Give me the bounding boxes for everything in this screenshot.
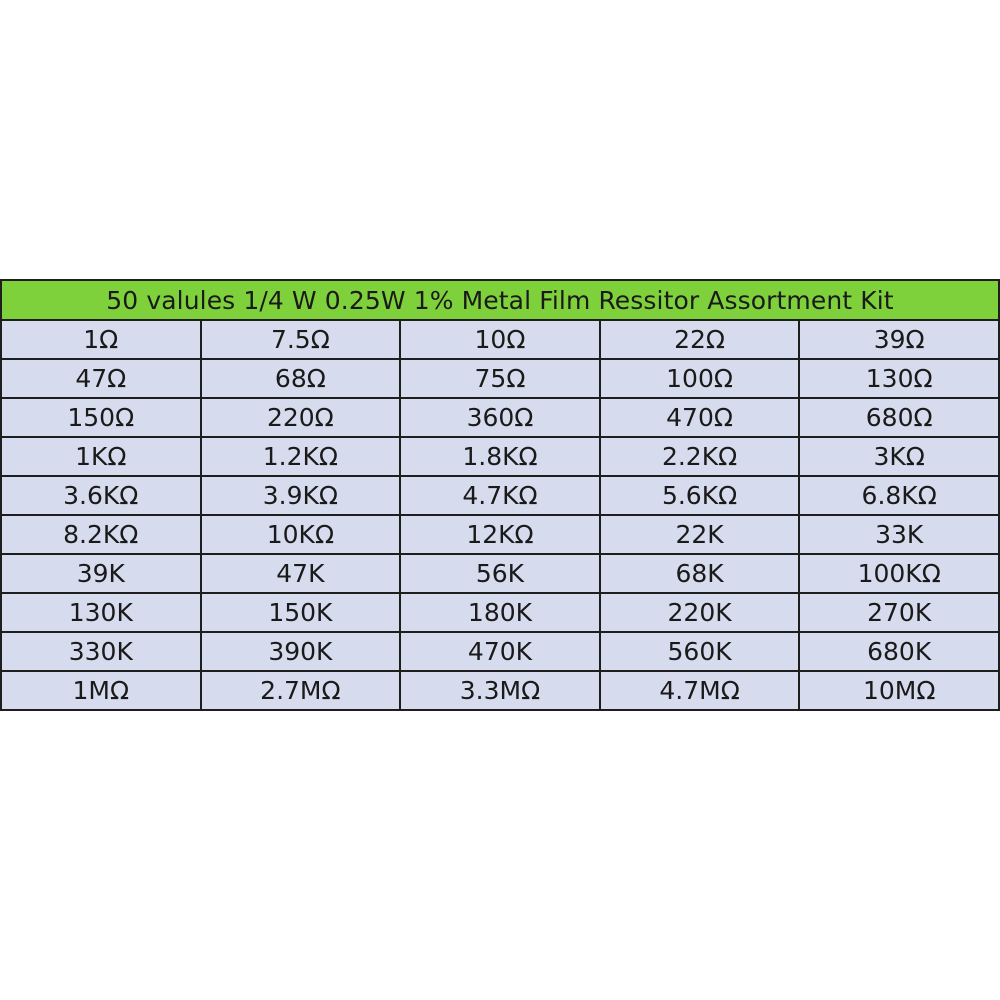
- table-cell: 1MΩ: [1, 671, 201, 710]
- table-cell: 10MΩ: [799, 671, 999, 710]
- table-header-row: [1, 280, 999, 320]
- table-cell: 100Ω: [600, 359, 800, 398]
- table-cell: 8.2KΩ: [1, 515, 201, 554]
- table-cell: 12KΩ: [400, 515, 600, 554]
- table-cell: 3.9KΩ: [201, 476, 401, 515]
- table-cell: 10KΩ: [201, 515, 401, 554]
- table-cell: 270K: [799, 593, 999, 632]
- table-cell: 33K: [799, 515, 999, 554]
- table-cell: 3.6KΩ: [1, 476, 201, 515]
- table-cell: 470Ω: [600, 398, 800, 437]
- table-row: [1, 437, 999, 476]
- resistor-value-table: [0, 279, 1000, 711]
- table-row: [1, 593, 999, 632]
- table-cell: 680K: [799, 632, 999, 671]
- table-cell: 4.7MΩ: [600, 671, 800, 710]
- table-cell: 10Ω: [400, 320, 600, 359]
- table-cell: 360Ω: [400, 398, 600, 437]
- table-body: [1, 320, 999, 710]
- table-cell: 4.7KΩ: [400, 476, 600, 515]
- table-cell: 220Ω: [201, 398, 401, 437]
- table-cell: 1KΩ: [1, 437, 201, 476]
- table-cell: 150Ω: [1, 398, 201, 437]
- table-row: [1, 515, 999, 554]
- table-cell: 2.2KΩ: [600, 437, 800, 476]
- table-cell: 1.2KΩ: [201, 437, 401, 476]
- table-cell: 68K: [600, 554, 800, 593]
- table-cell: 68Ω: [201, 359, 401, 398]
- table-cell: 130Ω: [799, 359, 999, 398]
- table-cell: 3.3MΩ: [400, 671, 600, 710]
- table-row: [1, 398, 999, 437]
- table-cell: 100KΩ: [799, 554, 999, 593]
- table-cell: 330K: [1, 632, 201, 671]
- table-title: 50 valules 1/4 W 0.25W 1% Metal Film Ressitor Assortment Kit: [1, 280, 999, 320]
- table-row: [1, 320, 999, 359]
- table-cell: 47K: [201, 554, 401, 593]
- table-cell: 1.8KΩ: [400, 437, 600, 476]
- table-cell: 6.8KΩ: [799, 476, 999, 515]
- table-cell: 2.7MΩ: [201, 671, 401, 710]
- table-cell: 180K: [400, 593, 600, 632]
- table-cell: 47Ω: [1, 359, 201, 398]
- table-cell: 22Ω: [600, 320, 800, 359]
- table-cell: 130K: [1, 593, 201, 632]
- table-cell: 22K: [600, 515, 800, 554]
- table-cell: 220K: [600, 593, 800, 632]
- table-cell: 150K: [201, 593, 401, 632]
- table-cell: 3KΩ: [799, 437, 999, 476]
- table-cell: 75Ω: [400, 359, 600, 398]
- table-cell: 39Ω: [799, 320, 999, 359]
- table-cell: 56K: [400, 554, 600, 593]
- table-row: [1, 671, 999, 710]
- table-cell: 1Ω: [1, 320, 201, 359]
- table-cell: 5.6KΩ: [600, 476, 800, 515]
- table-cell: 7.5Ω: [201, 320, 401, 359]
- table-row: [1, 554, 999, 593]
- table-cell: 680Ω: [799, 398, 999, 437]
- table-row: [1, 476, 999, 515]
- table-cell: 560K: [600, 632, 800, 671]
- table-row: [1, 632, 999, 671]
- table-cell: 39K: [1, 554, 201, 593]
- table-row: [1, 359, 999, 398]
- table-cell: 470K: [400, 632, 600, 671]
- table-cell: 390K: [201, 632, 401, 671]
